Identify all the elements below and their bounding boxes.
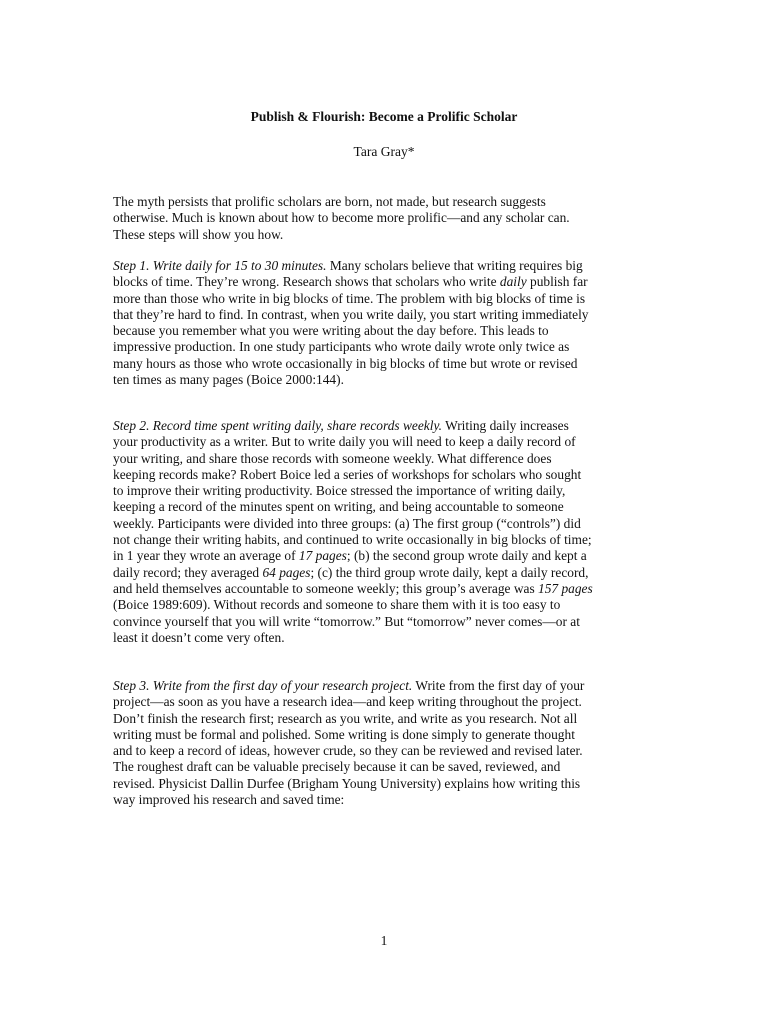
text-line: revised. Physicist Dallin Durfee (Brigham Young University) explains how writing this	[113, 775, 581, 791]
document-author: Tara Gray*	[353, 144, 415, 159]
italic-text: 157 pages	[538, 580, 593, 596]
paragraph-step-2	[113, 418, 663, 646]
text-line: and to keep a record of ideas, however crude, so they can be reviewed and revised later.	[113, 743, 583, 759]
text-line: convince yourself that you will write “tomorrow.” But “tomorrow” never comes—or at	[113, 613, 580, 629]
text-line: your writing, and share those records with someone weekly. What difference does	[113, 450, 552, 466]
italic-text: 64 pages	[262, 564, 311, 580]
paragraph-step-1	[113, 258, 663, 388]
paragraph-step-3	[113, 678, 663, 808]
page-number: 1	[380, 933, 388, 948]
text-line: least it doesn’t come very often.	[113, 629, 285, 645]
text-line: because you remember what you were writing about the day before. This leads to	[113, 323, 549, 339]
text-line: ten times as many pages (Boice 2000:144).	[113, 372, 344, 388]
text-line: to improve their writing productivity. Boice stressed the importance of writing daily,	[113, 483, 566, 499]
text-line: These steps will show you how.	[113, 226, 284, 242]
text-line: otherwise. Much is known about how to become more prolific—and any scholar can.	[113, 210, 570, 226]
text-line: many hours as those who wrote occasionally in big blocks of time but wrote or revised	[113, 355, 578, 371]
text-line: your productivity as a writer. But to write daily you will need to keep a daily record of	[113, 434, 576, 450]
text-line: blocks of time. They’re wrong. Research shows that scholars who write daily publish far	[113, 274, 588, 290]
italic-text: Step 1. Write daily for 15 to 30 minutes.	[113, 258, 327, 273]
text-line: way improved his research and saved time:	[113, 792, 345, 808]
text-line: project—as soon as you have a research idea—and keep writing throughout the project.	[113, 694, 582, 710]
text-line: keeping records make? Robert Boice led a series of workshops for scholars who sought	[113, 466, 582, 482]
text-line: Step 1. Write daily for 15 to 30 minutes. Many scholars believe that writing requires big	[113, 258, 583, 273]
text-line: keeping a record of the minutes spent on writing, and being accountable to someone	[113, 499, 564, 515]
text-line: Step 2. Record time spent writing daily, share records weekly. Writing daily increases	[113, 418, 569, 433]
text-line: impressive production. In one study participants who wrote daily wrote only twice as	[113, 339, 570, 355]
text-line: weekly. Participants were divided into three groups: (a) The first group (“controls”) did	[113, 515, 581, 531]
text-line: more than those who write in big blocks of time. The problem with big blocks of time is	[113, 290, 586, 306]
paragraph-intro	[113, 194, 663, 243]
italic-text: 17 pages	[298, 548, 347, 564]
italic-text: Step 3. Write from the first day of your research project.	[113, 678, 413, 693]
text-line: and held themselves accountable to someone weekly; this group’s average was 157 pages	[113, 580, 593, 596]
text-line: writing must be formal and polished. Some writing is done simply to generate thought	[113, 726, 575, 742]
text-line: not change their writing habits, and continued to write occasionally in big blocks of time;	[113, 532, 592, 548]
italic-text: daily	[499, 274, 527, 290]
text-line: that they’re hard to find. In contrast, when you write daily, you start writing immediately	[113, 306, 589, 322]
document-title: Publish & Flourish: Become a Prolific Scholar	[250, 109, 518, 124]
text-line: Don’t finish the research first; research as you write, and write as you research. Not all	[113, 710, 578, 726]
text-line: The myth persists that prolific scholars are born, not made, but research suggests	[113, 194, 546, 209]
text-line: daily record; they averaged 64 pages; (c) the third group wrote daily, kept a daily record,	[113, 564, 589, 580]
italic-text: Step 2. Record time spent writing daily, share records weekly.	[113, 418, 443, 433]
text-line: in 1 year they wrote an average of 17 pages; (b) the second group wrote daily and kept a	[113, 548, 587, 564]
text-line: (Boice 1989:609). Without records and someone to share them with it is too easy to	[113, 597, 561, 613]
text-line: Step 3. Write from the first day of your research project. Write from the first day of your	[113, 678, 585, 693]
text-line: The roughest draft can be valuable precisely because it can be saved, reviewed, and	[113, 759, 561, 775]
